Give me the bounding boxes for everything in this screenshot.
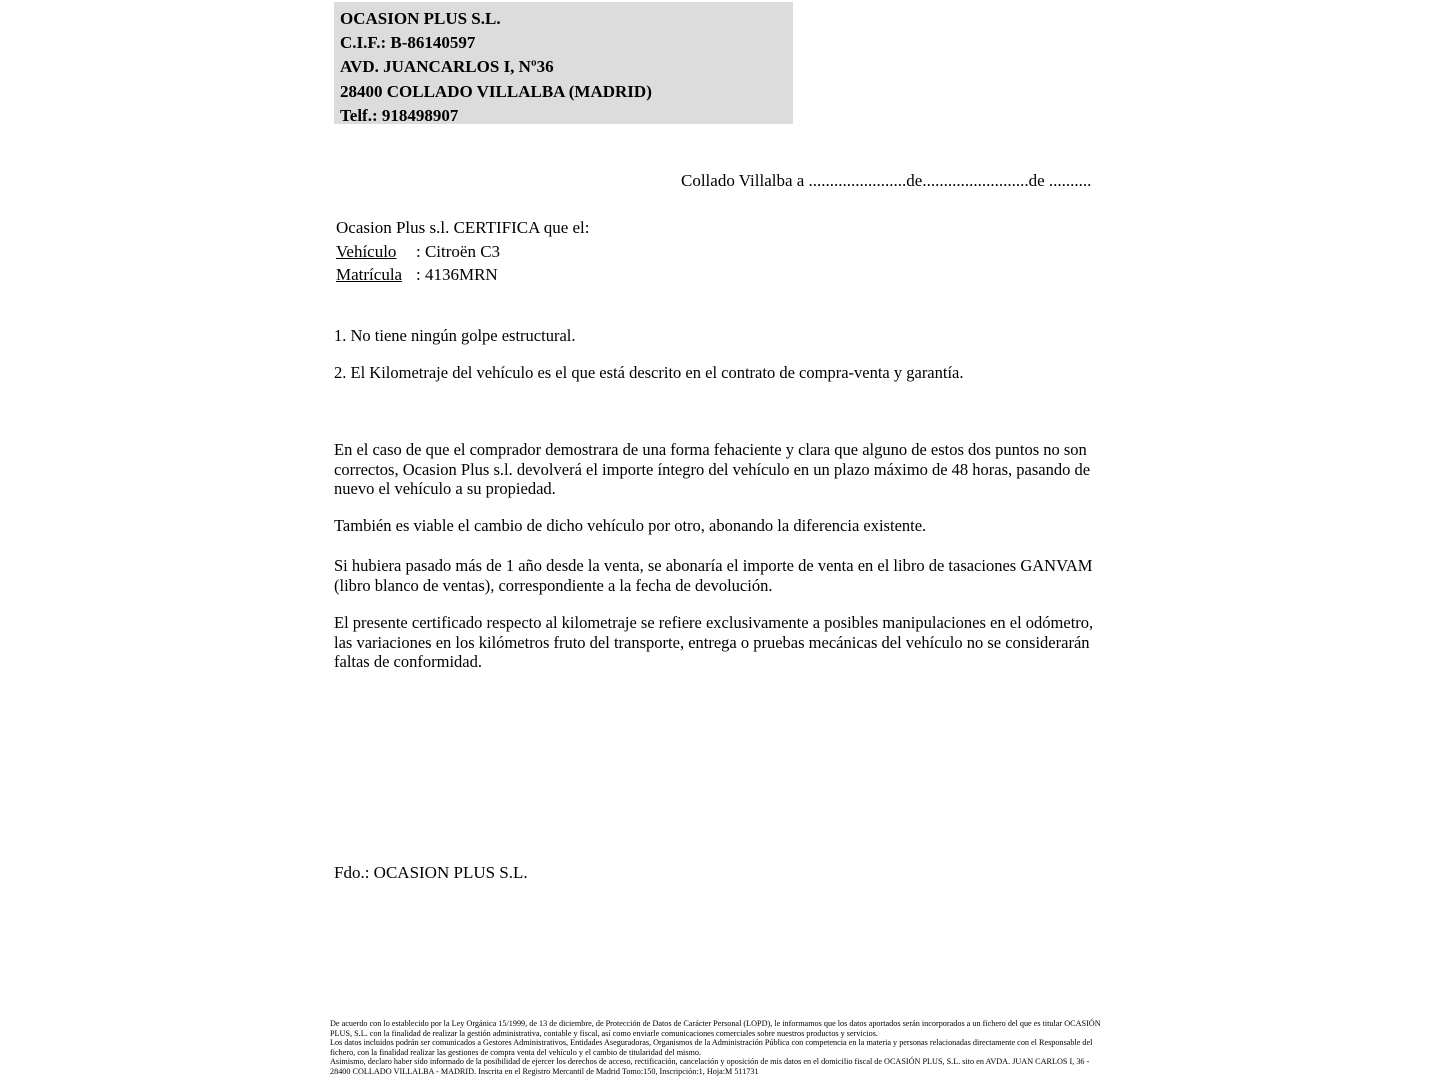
odometer-clause-paragraph: El presente certificado respecto al kilometraje se refiere exclusivamente a posibles manipulaciones en el odómetro, las variaciones en los kilómetros fruto del transporte, entrega o pruebas mecánicas del vehículo no se considerarán faltas de conformidad. [334,613,1094,672]
company-city: 28400 COLLADO VILLALBA (MADRID) [340,81,652,101]
legal-footer [330,1019,1102,1077]
legal-paragraph-lopd: De acuerdo con lo establecido por la Ley Orgánica 15/1999, de 13 de diciembre, de Protección de Datos de Carácter Personal (LOPD), le informamos que los datos aportados serán incorporados a un fichero del que es titular OCASIÓN PLUS, S.L. con la finalidad de realizar la gestión administrativa, contable y fiscal, así como enviarle comunicaciones comerciales sobre nuestros productos y servicios. [330,1019,1101,1038]
vehicle-label: Vehículo [336,241,397,261]
company-header-box [334,2,793,124]
plate-row [336,263,590,287]
date-line: Collado Villalba a .......................de.........................de .......... [681,171,1092,190]
certificate-point-2: 2. El Kilometraje del vehículo es el que está descrito en el contrato de compra-venta y garantía. [334,363,964,382]
company-address: AVD. JUANCARLOS I, Nº36 [340,57,554,77]
certificate-point-1: 1. No tiene ningún golpe estructural. [334,326,576,345]
signature-line: Fdo.: OCASION PLUS S.L. [334,863,528,882]
exchange-clause-paragraph: También es viable el cambio de dicho vehículo por otro, abonando la diferencia existente. [334,516,927,535]
vehicle-value: : Citroën C3 [416,241,501,261]
plate-value: : 4136MRN [416,265,498,284]
legal-paragraph-data-sharing: Los datos incluidos podrán ser comunicados a Gestores Administrativos, Entidades Aseguradoras, Organismos de la Administración Pública con competencia en la materia y personas relacionadas directamente con el Responsable del fichero, con la finalidad realizar las gestiones de compra venta del vehículo y el cambio de titularidad del mismo. [330,1038,1093,1057]
vehicle-row [336,240,590,264]
legal-paragraph-rights: Asimismo, declaro haber sido informado de la posibilidad de ejercer los derechos de acceso, rectificación, cancelación y oposición de mis datos en el domicilio fiscal de OCASIÓN PLUS, S.L. sito en AVDA. JUAN CARLOS I, 36 - 28400 COLLADO VILLALBA - MADRID. Inscrita en el Registro Mercantil de Madrid Tomo:150, Inscripción:1, Hoja:M 511731 [330,1057,1090,1076]
certification-block [336,216,590,287]
company-phone: Telf.: 918498907 [340,105,459,125]
refund-clause-paragraph: En el caso de que el comprador demostrara de una forma fehaciente y clara que alguno de estos dos puntos no son correctos, Ocasion Plus s.l. devolverá el importe íntegro del vehículo en un plazo máximo de 48 horas, pasando de nuevo el vehículo a su propiedad. [334,440,1091,499]
company-name: OCASION PLUS S.L. [340,9,501,28]
certifies-intro: Ocasion Plus s.l. CERTIFICA que el: [336,218,590,237]
plate-label: Matrícula [336,265,403,284]
ganvam-clause-paragraph: Si hubiera pasado más de 1 año desde la venta, se abonaría el importe de venta en el libro de tasaciones GANVAM (libro blanco de ventas), correspondiente a la fecha de devolución. [334,556,1093,595]
company-cif: C.I.F.: B-86140597 [340,33,476,53]
